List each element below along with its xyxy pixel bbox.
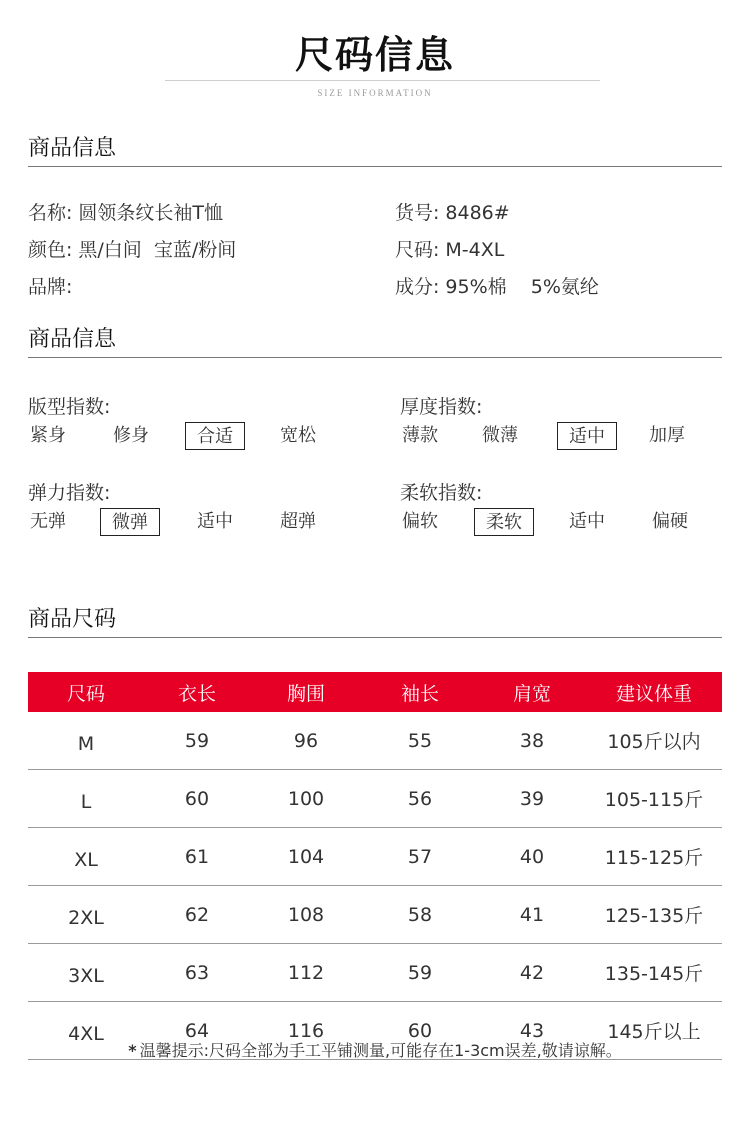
table-cell: 125-135斤 bbox=[586, 886, 722, 944]
section-title: 商品信息 bbox=[28, 327, 117, 352]
table-row bbox=[28, 944, 722, 1002]
table-cell: 112 bbox=[250, 944, 362, 1002]
index-option: 宽松 bbox=[280, 425, 316, 446]
info-label: 名称: bbox=[28, 202, 73, 224]
info-value: 黑/白间 宝蓝/粉间 bbox=[78, 239, 237, 261]
table-cell: 105-115斤 bbox=[586, 770, 722, 828]
table-cell: 4XL bbox=[28, 1002, 144, 1060]
table-cell: 61 bbox=[144, 828, 250, 886]
table-cell: L bbox=[28, 770, 144, 828]
index-option-selected: 柔软 bbox=[474, 508, 534, 536]
table-row bbox=[28, 770, 722, 828]
section-header-indices bbox=[28, 323, 722, 358]
table-cell: 2XL bbox=[28, 886, 144, 944]
section-title: 商品信息 bbox=[28, 136, 117, 161]
section-title: 商品尺码 bbox=[28, 607, 117, 632]
info-label: 品牌: bbox=[28, 276, 73, 298]
footnote-star: * bbox=[128, 1041, 137, 1060]
index-option: 微薄 bbox=[482, 425, 518, 446]
page-subtitle: SIZE INFORMATION bbox=[317, 88, 433, 98]
table-cell: 38 bbox=[478, 712, 586, 770]
info-label: 颜色: bbox=[28, 239, 73, 261]
table-cell: 55 bbox=[362, 712, 478, 770]
table-cell: 58 bbox=[362, 886, 478, 944]
table-cell: 42 bbox=[478, 944, 586, 1002]
table-cell: 57 bbox=[362, 828, 478, 886]
info-size bbox=[395, 235, 504, 262]
info-name bbox=[28, 198, 223, 225]
table-cell: 115-125斤 bbox=[586, 828, 722, 886]
index-option: 超弹 bbox=[280, 511, 316, 532]
table-cell: 64 bbox=[144, 1002, 250, 1060]
table-cell: 59 bbox=[362, 944, 478, 1002]
page-title: 尺码信息 bbox=[294, 33, 455, 77]
index-option: 加厚 bbox=[649, 425, 685, 446]
index-label-softness: 柔软指数: bbox=[400, 482, 483, 504]
info-color bbox=[28, 235, 236, 262]
table-cell: 108 bbox=[250, 886, 362, 944]
index-option: 修身 bbox=[113, 425, 149, 446]
table-cell: 135-145斤 bbox=[586, 944, 722, 1002]
column-header: 胸围 bbox=[250, 672, 362, 712]
info-label: 货号: bbox=[395, 202, 440, 224]
column-header: 衣长 bbox=[144, 672, 250, 712]
column-header: 肩宽 bbox=[478, 672, 586, 712]
table-cell: 39 bbox=[478, 770, 586, 828]
table-cell: 60 bbox=[144, 770, 250, 828]
title-divider bbox=[165, 80, 600, 81]
index-option: 适中 bbox=[569, 511, 605, 532]
index-option-selected: 适中 bbox=[557, 422, 617, 450]
table-cell: 59 bbox=[144, 712, 250, 770]
table-header-row bbox=[28, 672, 722, 712]
index-label-fit: 版型指数: bbox=[28, 396, 111, 418]
column-header: 袖长 bbox=[362, 672, 478, 712]
column-header: 尺码 bbox=[28, 672, 144, 712]
info-value: M-4XL bbox=[445, 239, 505, 261]
info-value: 95%棉 5%氨纶 bbox=[445, 276, 599, 298]
table-cell: XL bbox=[28, 828, 144, 886]
info-label: 尺码: bbox=[395, 239, 440, 261]
info-value: 圆领条纹长袖T恤 bbox=[78, 202, 224, 224]
table-cell: 105斤以内 bbox=[586, 712, 722, 770]
size-table bbox=[28, 672, 722, 1060]
section-header-sizes bbox=[28, 603, 722, 638]
table-cell: M bbox=[28, 712, 144, 770]
info-label: 成分: bbox=[395, 276, 440, 298]
info-value: 8486# bbox=[445, 202, 510, 224]
table-cell: 116 bbox=[250, 1002, 362, 1060]
table-cell: 3XL bbox=[28, 944, 144, 1002]
info-item-number bbox=[395, 198, 510, 225]
index-option: 适中 bbox=[197, 511, 233, 532]
info-material bbox=[395, 272, 599, 299]
table-cell: 60 bbox=[362, 1002, 478, 1060]
table-row bbox=[28, 886, 722, 944]
table-cell: 41 bbox=[478, 886, 586, 944]
table-cell: 104 bbox=[250, 828, 362, 886]
index-option-selected: 合适 bbox=[185, 422, 245, 450]
index-option: 薄款 bbox=[402, 425, 438, 446]
column-header: 建议体重 bbox=[586, 672, 722, 712]
table-cell: 145斤以上 bbox=[586, 1002, 722, 1060]
info-brand bbox=[28, 272, 78, 299]
table-cell: 43 bbox=[478, 1002, 586, 1060]
table-row bbox=[28, 712, 722, 770]
section-header-product-info bbox=[28, 132, 722, 167]
table-cell: 62 bbox=[144, 886, 250, 944]
table-cell: 100 bbox=[250, 770, 362, 828]
table-cell: 63 bbox=[144, 944, 250, 1002]
footnote bbox=[0, 1038, 750, 1061]
table-cell: 96 bbox=[250, 712, 362, 770]
index-option: 紧身 bbox=[30, 425, 66, 446]
index-option-selected: 微弹 bbox=[100, 508, 160, 536]
table-cell: 56 bbox=[362, 770, 478, 828]
table-row bbox=[28, 828, 722, 886]
index-label-elasticity: 弹力指数: bbox=[28, 482, 111, 504]
table-cell: 40 bbox=[478, 828, 586, 886]
footnote-text: 温馨提示:尺码全部为手工平铺测量,可能存在1-3cm误差,敬请谅解。 bbox=[139, 1041, 622, 1060]
index-label-thickness: 厚度指数: bbox=[400, 396, 483, 418]
index-option: 无弹 bbox=[30, 511, 66, 532]
index-option: 偏软 bbox=[402, 511, 438, 532]
index-option: 偏硬 bbox=[652, 511, 688, 532]
